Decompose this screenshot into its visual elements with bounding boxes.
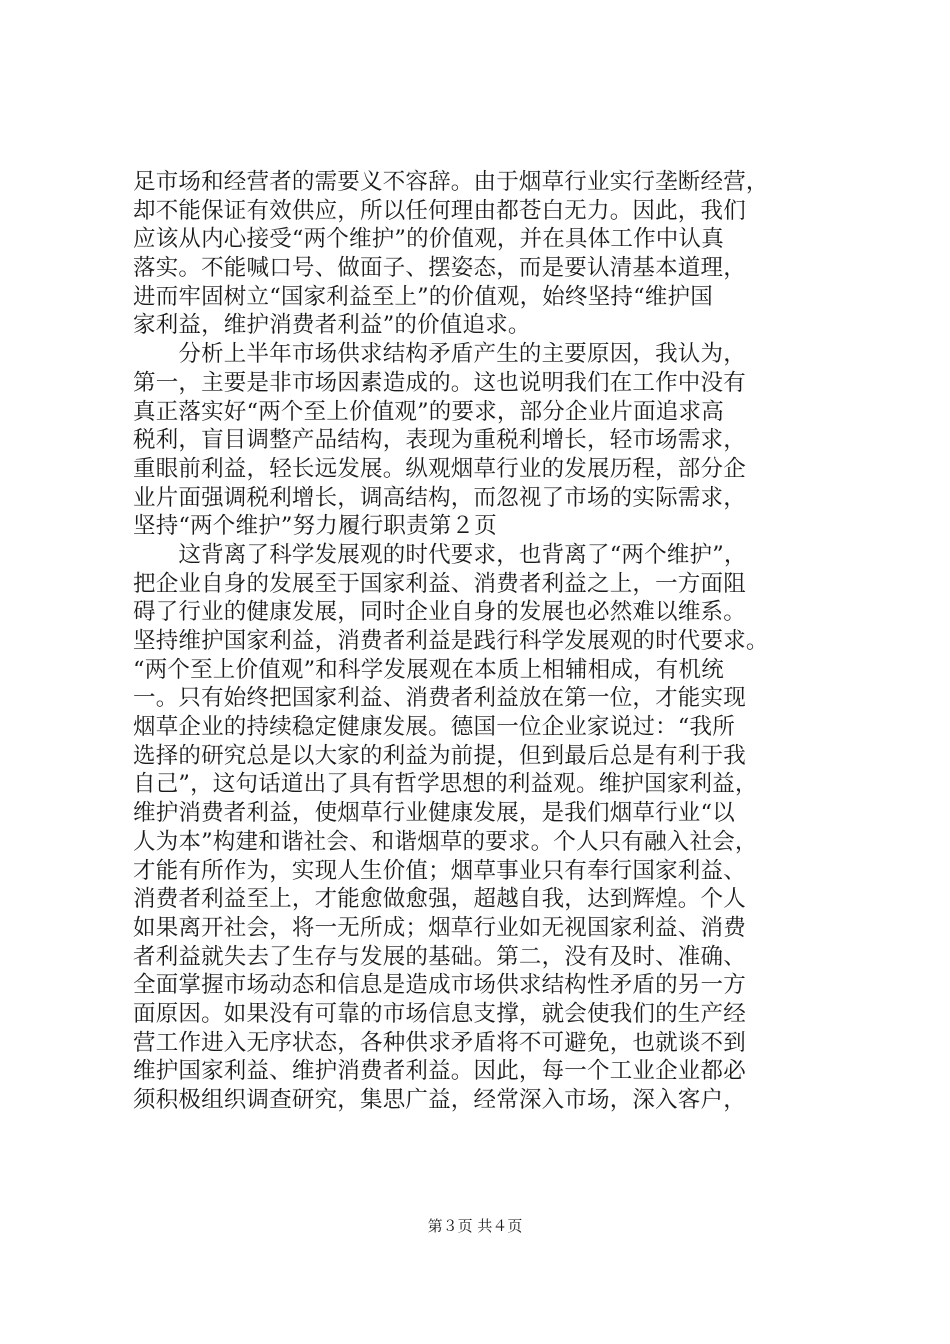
text-line: 烟草企业的持续稳定健康发展。德国一位企业家说过：“我所 (133, 714, 735, 741)
page-number: 第３页 共４页 (427, 1217, 523, 1235)
text-line: “两个至上价值观”和科学发展观在本质上相辅相成，有机统 (133, 656, 724, 683)
text-line: 进而牢固树立“国家利益至上”的价值观，始终坚持“维护国 (133, 283, 713, 310)
text-line: 者利益就失去了生存与发展的基础。第二，没有及时、准确、 (133, 943, 746, 970)
text-line: 维护国家利益、维护消费者利益。因此，每一个工业企业都必 (133, 1058, 746, 1085)
text-line: 却不能保证有效供应，所以任何理由都苍白无力。因此，我们 (133, 197, 746, 224)
text-line: 把企业自身的发展至于国家利益、消费者利益之上，一方面阻 (133, 570, 746, 597)
text-line: 选择的研究总是以大家的利益为前提，但到最后总是有利于我 (133, 742, 746, 769)
text-line: 税利，盲目调整产品结构，表现为重税利增长，轻市场需求， (133, 427, 746, 454)
text-line: 真正落实好“两个至上价值观”的要求，部分企业片面追求高 (133, 398, 724, 425)
text-line: 这背离了科学发展观的时代要求，也背离了“两个维护”， (133, 541, 747, 568)
text-line: 消费者利益至上，才能愈做愈强，超越自我，达到辉煌。个人 (133, 886, 746, 913)
text-line: 重眼前利益，轻长远发展。纵观烟草行业的发展历程，部分企 (133, 455, 746, 482)
text-line: 才能有所作为，实现人生价值；烟草事业只有奉行国家利益、 (133, 857, 746, 884)
text-line: 须积极组织调查研究，集思广益，经常深入市场，深入客户， (133, 1087, 746, 1113)
text-line: 应该从内心接受“两个维护”的价值观，并在具体工作中认真 (133, 226, 724, 253)
text-line: 第一，主要是非市场因素造成的。这也说明我们在工作中没有 (133, 369, 746, 396)
text-line: 足市场和经营者的需要义不容辞。由于烟草行业实行垄断经营， (133, 169, 769, 195)
text-line: 碍了行业的健康发展，同时企业自身的发展也必然难以维系。 (133, 599, 746, 626)
page-footer (0, 1216, 950, 1236)
text-line: 人为本”构建和谐社会、和谐烟草的要求。个人只有融入社会， (133, 828, 758, 855)
text-line: 分析上半年市场供求结构矛盾产生的主要原因，我认为， (133, 341, 746, 368)
text-line: 自己”，这句话道出了具有哲学思想的利益观。维护国家利益， (133, 771, 758, 798)
text-line: 如果离开社会，将一无所成；烟草行业如无视国家利益、消费 (133, 914, 746, 941)
text-line: 面原因。如果没有可靠的市场信息支撑，就会使我们的生产经 (133, 1000, 746, 1027)
text-line: 坚持维护国家利益，消费者利益是践行科学发展观的时代要求。 (133, 628, 769, 654)
text-line: 落实。不能喊口号、做面子、摆姿态，而是要认清基本道理， (133, 255, 746, 282)
text-line: 家利益，维护消费者利益”的价值追求。 (133, 312, 531, 339)
text-line: 坚持“两个维护”努力履行职责第２页 (133, 513, 497, 540)
text-line: 维护消费者利益，使烟草行业健康发展，是我们烟草行业“以 (133, 800, 735, 827)
text-line: 一。只有始终把国家利益、消费者利益放在第一位，才能实现 (133, 685, 746, 712)
text-line: 全面掌握市场动态和信息是造成市场供求结构性矛盾的另一方 (133, 972, 746, 999)
body-text (133, 168, 853, 1115)
text-line: 营工作进入无序状态，各种供求矛盾将不可避免，也就谈不到 (133, 1029, 746, 1056)
text-line: 业片面强调税利增长，调高结构，而忽视了市场的实际需求， (133, 484, 746, 511)
